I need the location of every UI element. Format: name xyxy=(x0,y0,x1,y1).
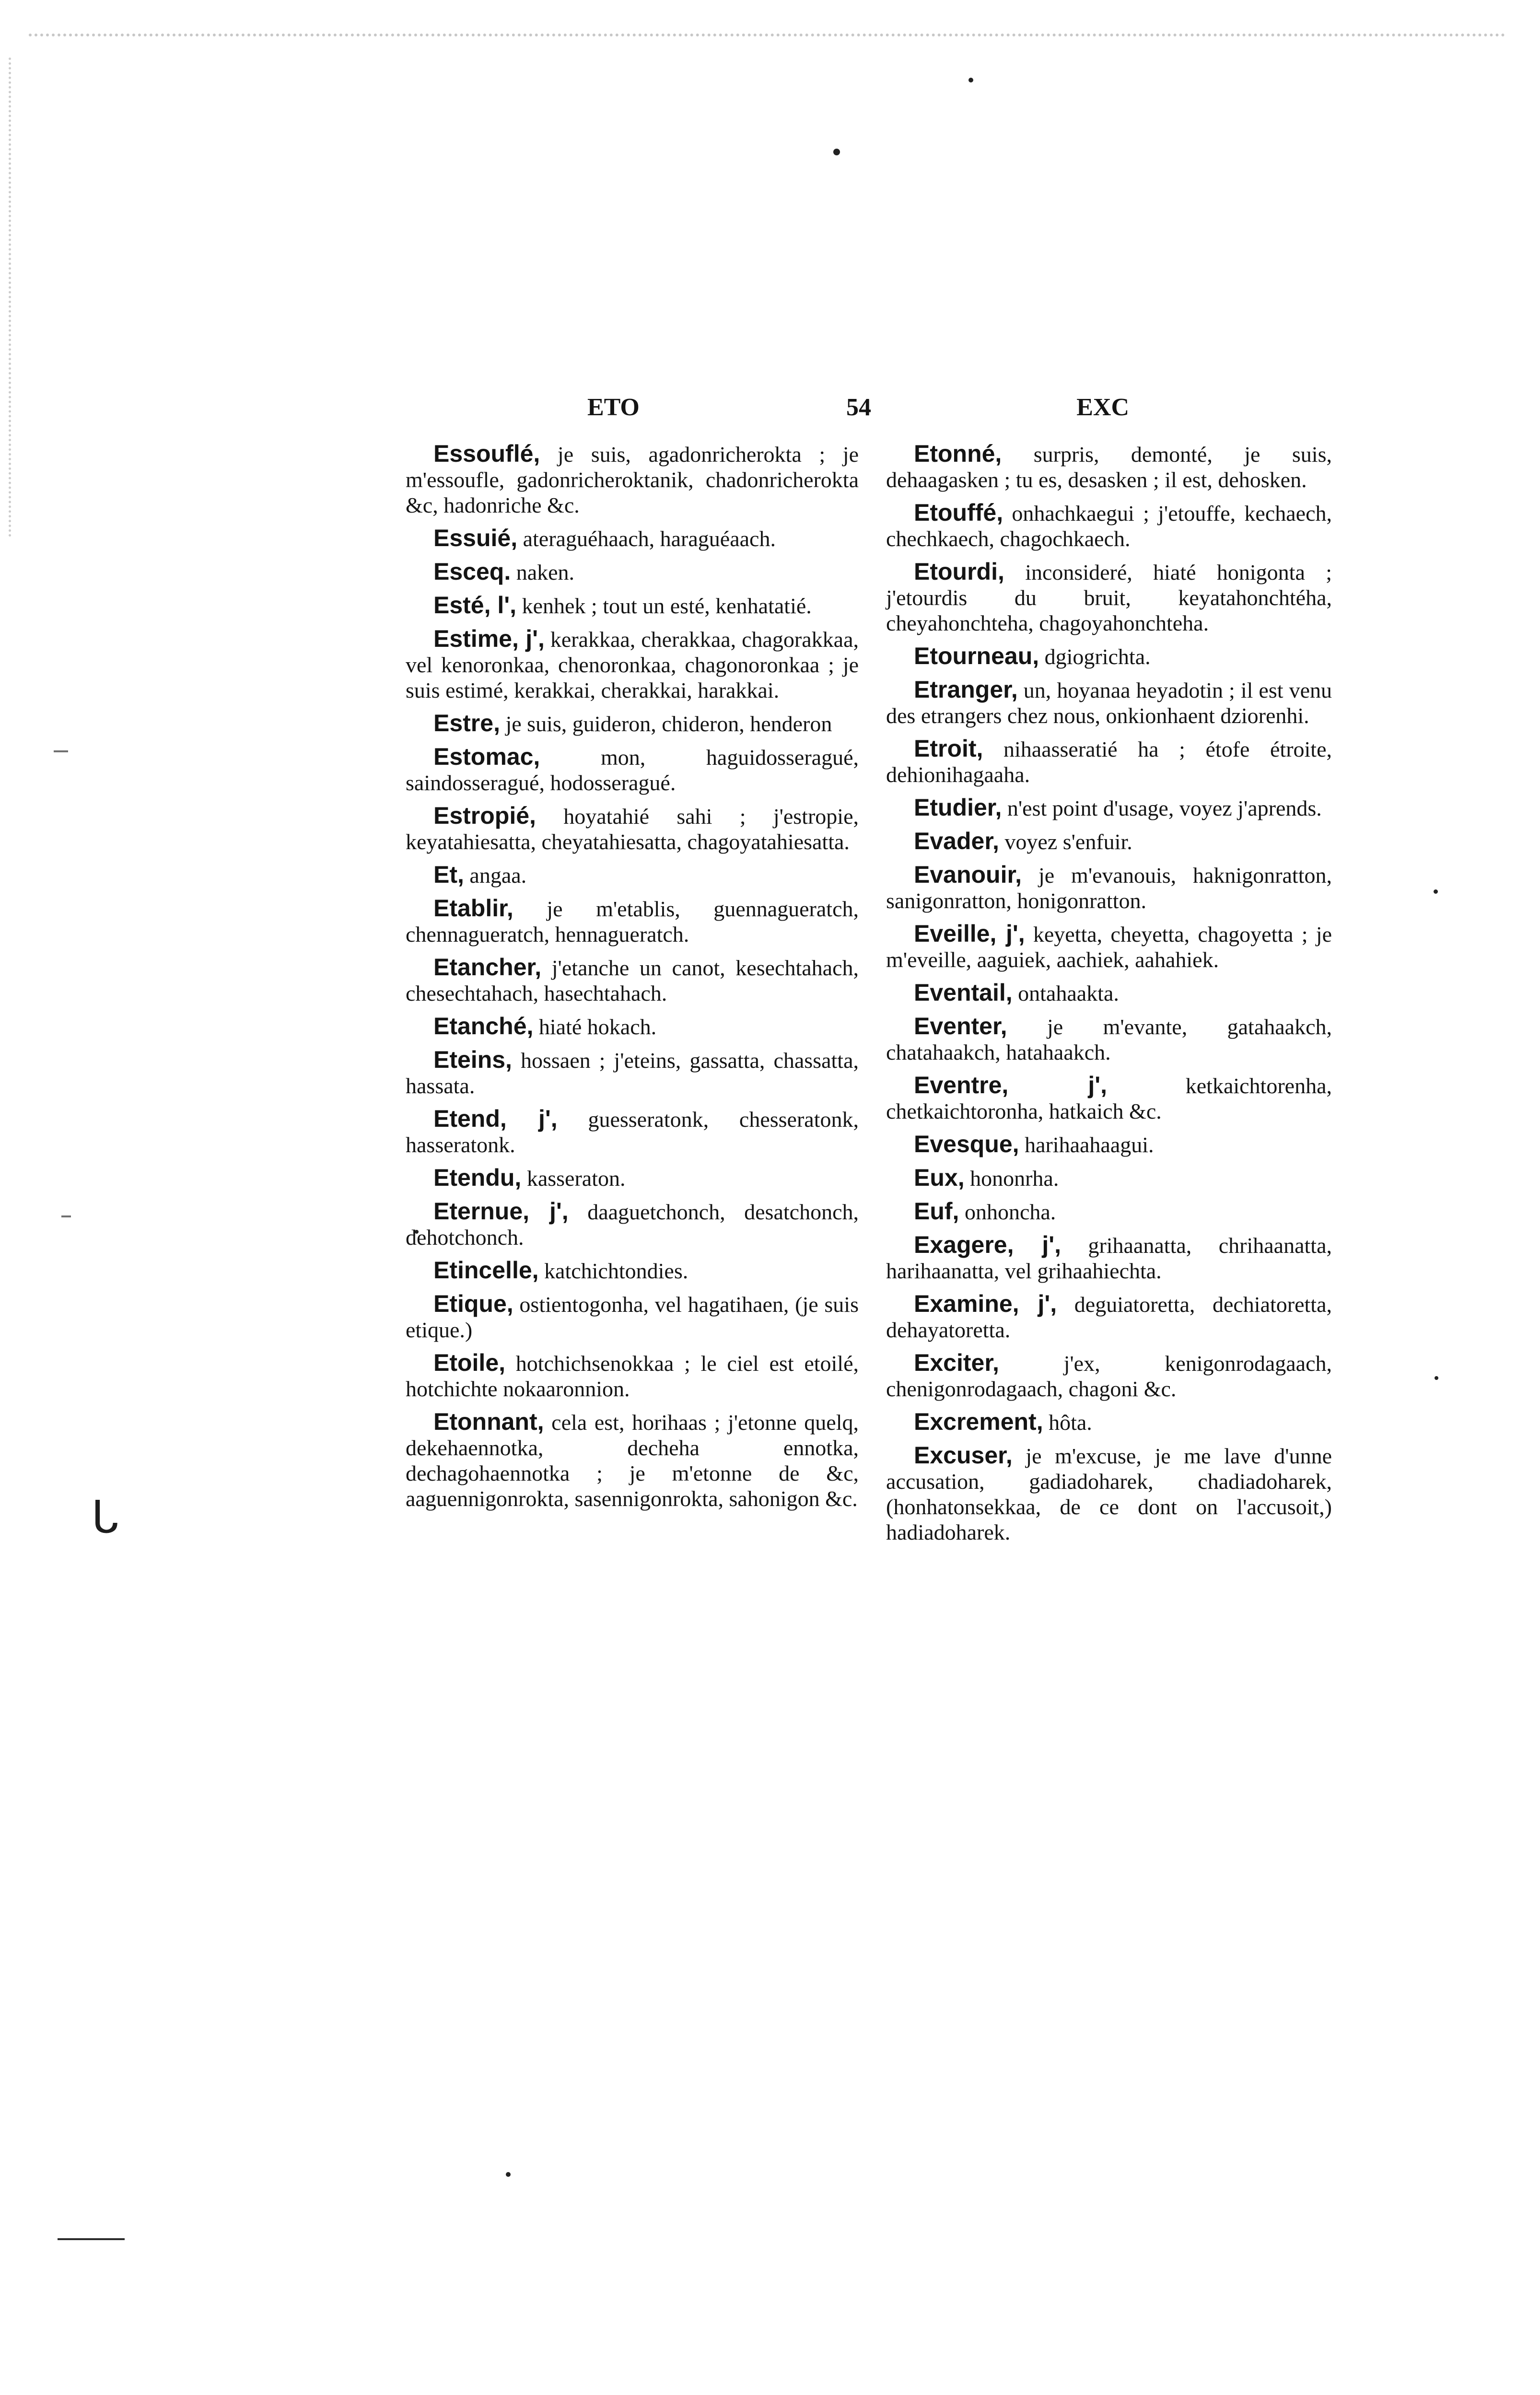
entry-definition: je m'etablis, guennagueratch, chennagueratch, hennagueratch. xyxy=(406,897,859,946)
entry-definition: hiaté hokach. xyxy=(533,1015,657,1039)
header-left: ETO xyxy=(587,394,640,421)
entry-headword: Evader, xyxy=(914,828,999,854)
entry-headword: Etique, xyxy=(433,1290,513,1317)
dictionary-entry xyxy=(886,1165,1332,1191)
ink-spot xyxy=(833,149,840,155)
entry-headword: Estomac, xyxy=(433,743,540,770)
dictionary-entry xyxy=(406,1014,859,1040)
entry-definition: hôta. xyxy=(1043,1410,1092,1435)
dictionary-entry xyxy=(406,711,859,736)
dictionary-entry xyxy=(406,526,859,551)
scan-edge-top xyxy=(29,34,1505,89)
entry-headword: Etendu, xyxy=(433,1164,522,1191)
dictionary-entry xyxy=(406,862,859,888)
dictionary-entry xyxy=(406,1258,859,1284)
ink-spot xyxy=(506,2172,511,2177)
entry-definition: onhoncha. xyxy=(959,1200,1056,1224)
entry-definition: inconsideré, hiaté honigonta ; j'etourdis du bruit, keyatahonchtéha, cheyahonchteha, chagoyahonchteha. xyxy=(886,560,1332,635)
entry-definition: ontahaakta. xyxy=(1012,981,1119,1005)
entry-definition: voyez s'enfuir. xyxy=(999,829,1132,854)
dictionary-entry xyxy=(886,862,1332,913)
entry-headword: Eux, xyxy=(914,1164,965,1191)
dictionary-entry xyxy=(406,1409,859,1511)
entry-definition: daaguetchonch, desatchonch, dehotchonch. xyxy=(406,1200,859,1250)
entry-definition: guesseratonk, chesseratonk, hasseratonk. xyxy=(406,1107,859,1157)
dictionary-entry xyxy=(406,1165,859,1191)
entry-definition: kenhek ; tout un esté, kenhatatié. xyxy=(516,594,812,618)
entry-headword: Etourneau, xyxy=(914,643,1039,669)
entry-definition: cela est, horihaas ; j'etonne quelq, dekehaennotka, decheha ennotka, dechagohaennotka ; je m'etonne de &c, aaguennigonrokta, sasennigonrokta, sahonigon &c. xyxy=(406,1410,859,1511)
entry-definition: ateraguéhaach, haraguéaach. xyxy=(517,526,776,551)
ink-spot xyxy=(1434,889,1438,894)
dictionary-entry xyxy=(406,593,859,619)
dictionary-entry xyxy=(406,1106,859,1157)
entry-definition: je suis, guideron, chideron, henderon xyxy=(500,712,832,736)
entry-headword: Etonné, xyxy=(914,440,1002,467)
entry-headword: Evesque, xyxy=(914,1131,1019,1157)
left-column xyxy=(406,441,859,1519)
entry-definition: onhachkaegui ; j'etouffe, kechaech, chechkaech, chagochkaech. xyxy=(886,501,1332,551)
dictionary-entry xyxy=(886,1014,1332,1065)
entry-headword: Etend, j', xyxy=(433,1105,558,1132)
dictionary-entry xyxy=(886,980,1332,1006)
entry-definition: surpris, demonté, je suis, dehaagasken ; tu es, desasken ; il est, dehosken. xyxy=(886,442,1332,492)
dictionary-entry xyxy=(406,1047,859,1098)
entry-headword: Etouffé, xyxy=(914,499,1003,526)
entry-headword: Esceq. xyxy=(433,558,511,585)
dictionary-entry xyxy=(886,1132,1332,1157)
entry-definition: je suis, agadonricherokta ; je m'essoufle, gadonricheroktanik, chadonricherokta &c, hadonriche &c. xyxy=(406,442,859,517)
entry-headword: Eventail, xyxy=(914,979,1013,1006)
entry-headword: Excrement, xyxy=(914,1408,1043,1435)
entry-headword: Eternue, j', xyxy=(433,1198,569,1225)
entry-headword: Etancher, xyxy=(433,954,542,981)
entry-definition: nihaasseratié ha ; étofe étroite, dehionihagaaha. xyxy=(886,737,1332,787)
entry-headword: Etincelle, xyxy=(433,1257,539,1284)
entry-definition: hossaen ; j'eteins, gassatta, chassatta, hassata. xyxy=(406,1048,859,1098)
entry-headword: Exagere, j', xyxy=(914,1231,1061,1258)
dictionary-entry xyxy=(406,803,859,854)
stray-rule xyxy=(58,2238,125,2240)
dictionary-entry xyxy=(406,744,859,795)
entry-definition: un, hoyanaa heyadotin ; il est venu des etrangers chez nous, onkionhaent dziorenhi. xyxy=(886,678,1332,728)
entry-definition: j'ex, kenigonrodagaach, chenigonrodagaach, chagoni &c. xyxy=(886,1351,1332,1401)
entry-headword: Etablir, xyxy=(433,895,513,922)
entry-headword: Essouflé, xyxy=(433,440,540,467)
entry-headword: Etoile, xyxy=(433,1349,506,1376)
entry-definition: je m'excuse, je me lave d'unne accusation, gadiadoharek, chadiadoharek, (honhatonsekkaa, de ce dont on l'accusoit,) hadiadoharek. xyxy=(886,1444,1332,1544)
stray-mark xyxy=(54,750,68,752)
dictionary-entry xyxy=(886,500,1332,551)
ink-hook-mark: ᒐ xyxy=(91,1492,119,1543)
entry-headword: Exciter, xyxy=(914,1349,999,1376)
dictionary-entry xyxy=(406,955,859,1006)
right-column xyxy=(886,441,1332,1553)
entry-headword: Estime, j', xyxy=(433,625,545,652)
dictionary-entry xyxy=(886,441,1332,492)
dictionary-entry xyxy=(886,921,1332,972)
dictionary-entry xyxy=(406,441,859,518)
entry-headword: Evanouir, xyxy=(914,861,1022,888)
entry-definition: kerakkaa, cherakkaa, chagorakkaa, vel kenoronkaa, chenoronkaa, chagonoronkaa ; je suis estimé, kerakkai, cherakkai, harakkai. xyxy=(406,627,859,702)
dictionary-entry xyxy=(886,1291,1332,1343)
entry-headword: Esté, l', xyxy=(433,592,517,619)
entry-definition: angaa. xyxy=(464,863,527,888)
dictionary-entry xyxy=(886,677,1332,728)
entry-headword: Et, xyxy=(433,861,464,888)
entry-headword: Etroit, xyxy=(914,735,983,762)
entry-headword: Etourdi, xyxy=(914,558,1004,585)
entry-definition: mon, haguidosseragué, saindosseragué, hodosseragué. xyxy=(406,745,859,795)
entry-definition: j'etanche un canot, kesechtahach, chesechtahach, hasechtahach. xyxy=(406,956,859,1005)
dictionary-entry xyxy=(886,795,1332,821)
dictionary-entry xyxy=(406,1291,859,1343)
entry-definition: keyetta, cheyetta, chagoyetta ; je m'eveille, aaguiek, aachiek, aahahiek. xyxy=(886,922,1332,972)
entry-headword: Etonnant, xyxy=(433,1408,544,1435)
entry-headword: Eteins, xyxy=(433,1046,512,1073)
stray-mark xyxy=(61,1215,71,1217)
entry-headword: Essuié, xyxy=(433,525,518,551)
entry-headword: Eventer, xyxy=(914,1013,1007,1040)
entry-headword: Euf, xyxy=(914,1198,959,1225)
entry-definition: je m'evanouis, haknigonratton, sanigonratton, honigonratton. xyxy=(886,863,1332,913)
entry-definition: katchichtondies. xyxy=(538,1259,688,1283)
entry-definition: harihaahaagui. xyxy=(1019,1133,1154,1157)
entry-headword: Etranger, xyxy=(914,676,1018,703)
entry-definition: kasseraton. xyxy=(521,1166,626,1191)
entry-definition: n'est point d'usage, voyez j'aprends. xyxy=(1002,796,1322,820)
entry-definition: hotchichsenokkaa ; le ciel est etoilé, hotchichte nokaaronnion. xyxy=(406,1351,859,1401)
dictionary-entry xyxy=(406,1350,859,1402)
dictionary-entry xyxy=(886,1443,1332,1545)
ink-spot xyxy=(1435,1376,1438,1380)
ink-spot xyxy=(968,78,973,82)
entry-headword: Examine, j', xyxy=(914,1290,1057,1317)
dictionary-entry xyxy=(886,1350,1332,1402)
entry-definition: naken. xyxy=(511,560,575,584)
dictionary-entry xyxy=(886,559,1332,636)
dictionary-entry xyxy=(406,896,859,947)
entry-headword: Etanché, xyxy=(433,1013,534,1040)
header-right: EXC xyxy=(1076,394,1129,421)
dictionary-entry xyxy=(886,1073,1332,1124)
dictionary-entry xyxy=(886,1232,1332,1284)
entry-definition: dgiogrichta. xyxy=(1039,644,1151,669)
running-header xyxy=(587,393,1129,432)
dictionary-entry xyxy=(886,643,1332,669)
entry-headword: Eveille, j', xyxy=(914,920,1025,947)
dictionary-entry xyxy=(406,626,859,703)
dictionary-entry xyxy=(886,1409,1332,1435)
entry-definition: ketkaichtorenha, chetkaichtoronha, hatkaich &c. xyxy=(886,1074,1332,1123)
entry-headword: Eventre, j', xyxy=(914,1072,1108,1098)
entry-headword: Excuser, xyxy=(914,1442,1013,1469)
dictionary-entry xyxy=(406,559,859,585)
scan-edge-left xyxy=(9,58,54,537)
entry-definition: hononrha. xyxy=(964,1166,1059,1191)
dictionary-entry xyxy=(886,829,1332,854)
page-number: 54 xyxy=(846,394,871,421)
entry-definition: hoyatahié sahi ; j'estropie, keyatahiesatta, cheyatahiesatta, chagoyatahiesatta. xyxy=(406,804,859,854)
dictionary-entry xyxy=(406,1199,859,1250)
dictionary-entry xyxy=(886,1199,1332,1225)
dictionary-entry xyxy=(886,736,1332,787)
entry-headword: Estre, xyxy=(433,710,500,736)
entry-definition: je m'evante, gatahaakch, chatahaakch, hatahaakch. xyxy=(886,1015,1332,1064)
entry-headword: Etudier, xyxy=(914,794,1002,821)
entry-definition: deguiatoretta, dechiatoretta, dehayatoretta. xyxy=(886,1292,1332,1342)
entry-definition: ostientogonha, vel hagatihaen, (je suis etique.) xyxy=(406,1292,859,1342)
entry-headword: Estropié, xyxy=(433,802,536,829)
entry-definition: grihaanatta, chrihaanatta, harihaanatta, vel grihaahiechta. xyxy=(886,1233,1332,1283)
